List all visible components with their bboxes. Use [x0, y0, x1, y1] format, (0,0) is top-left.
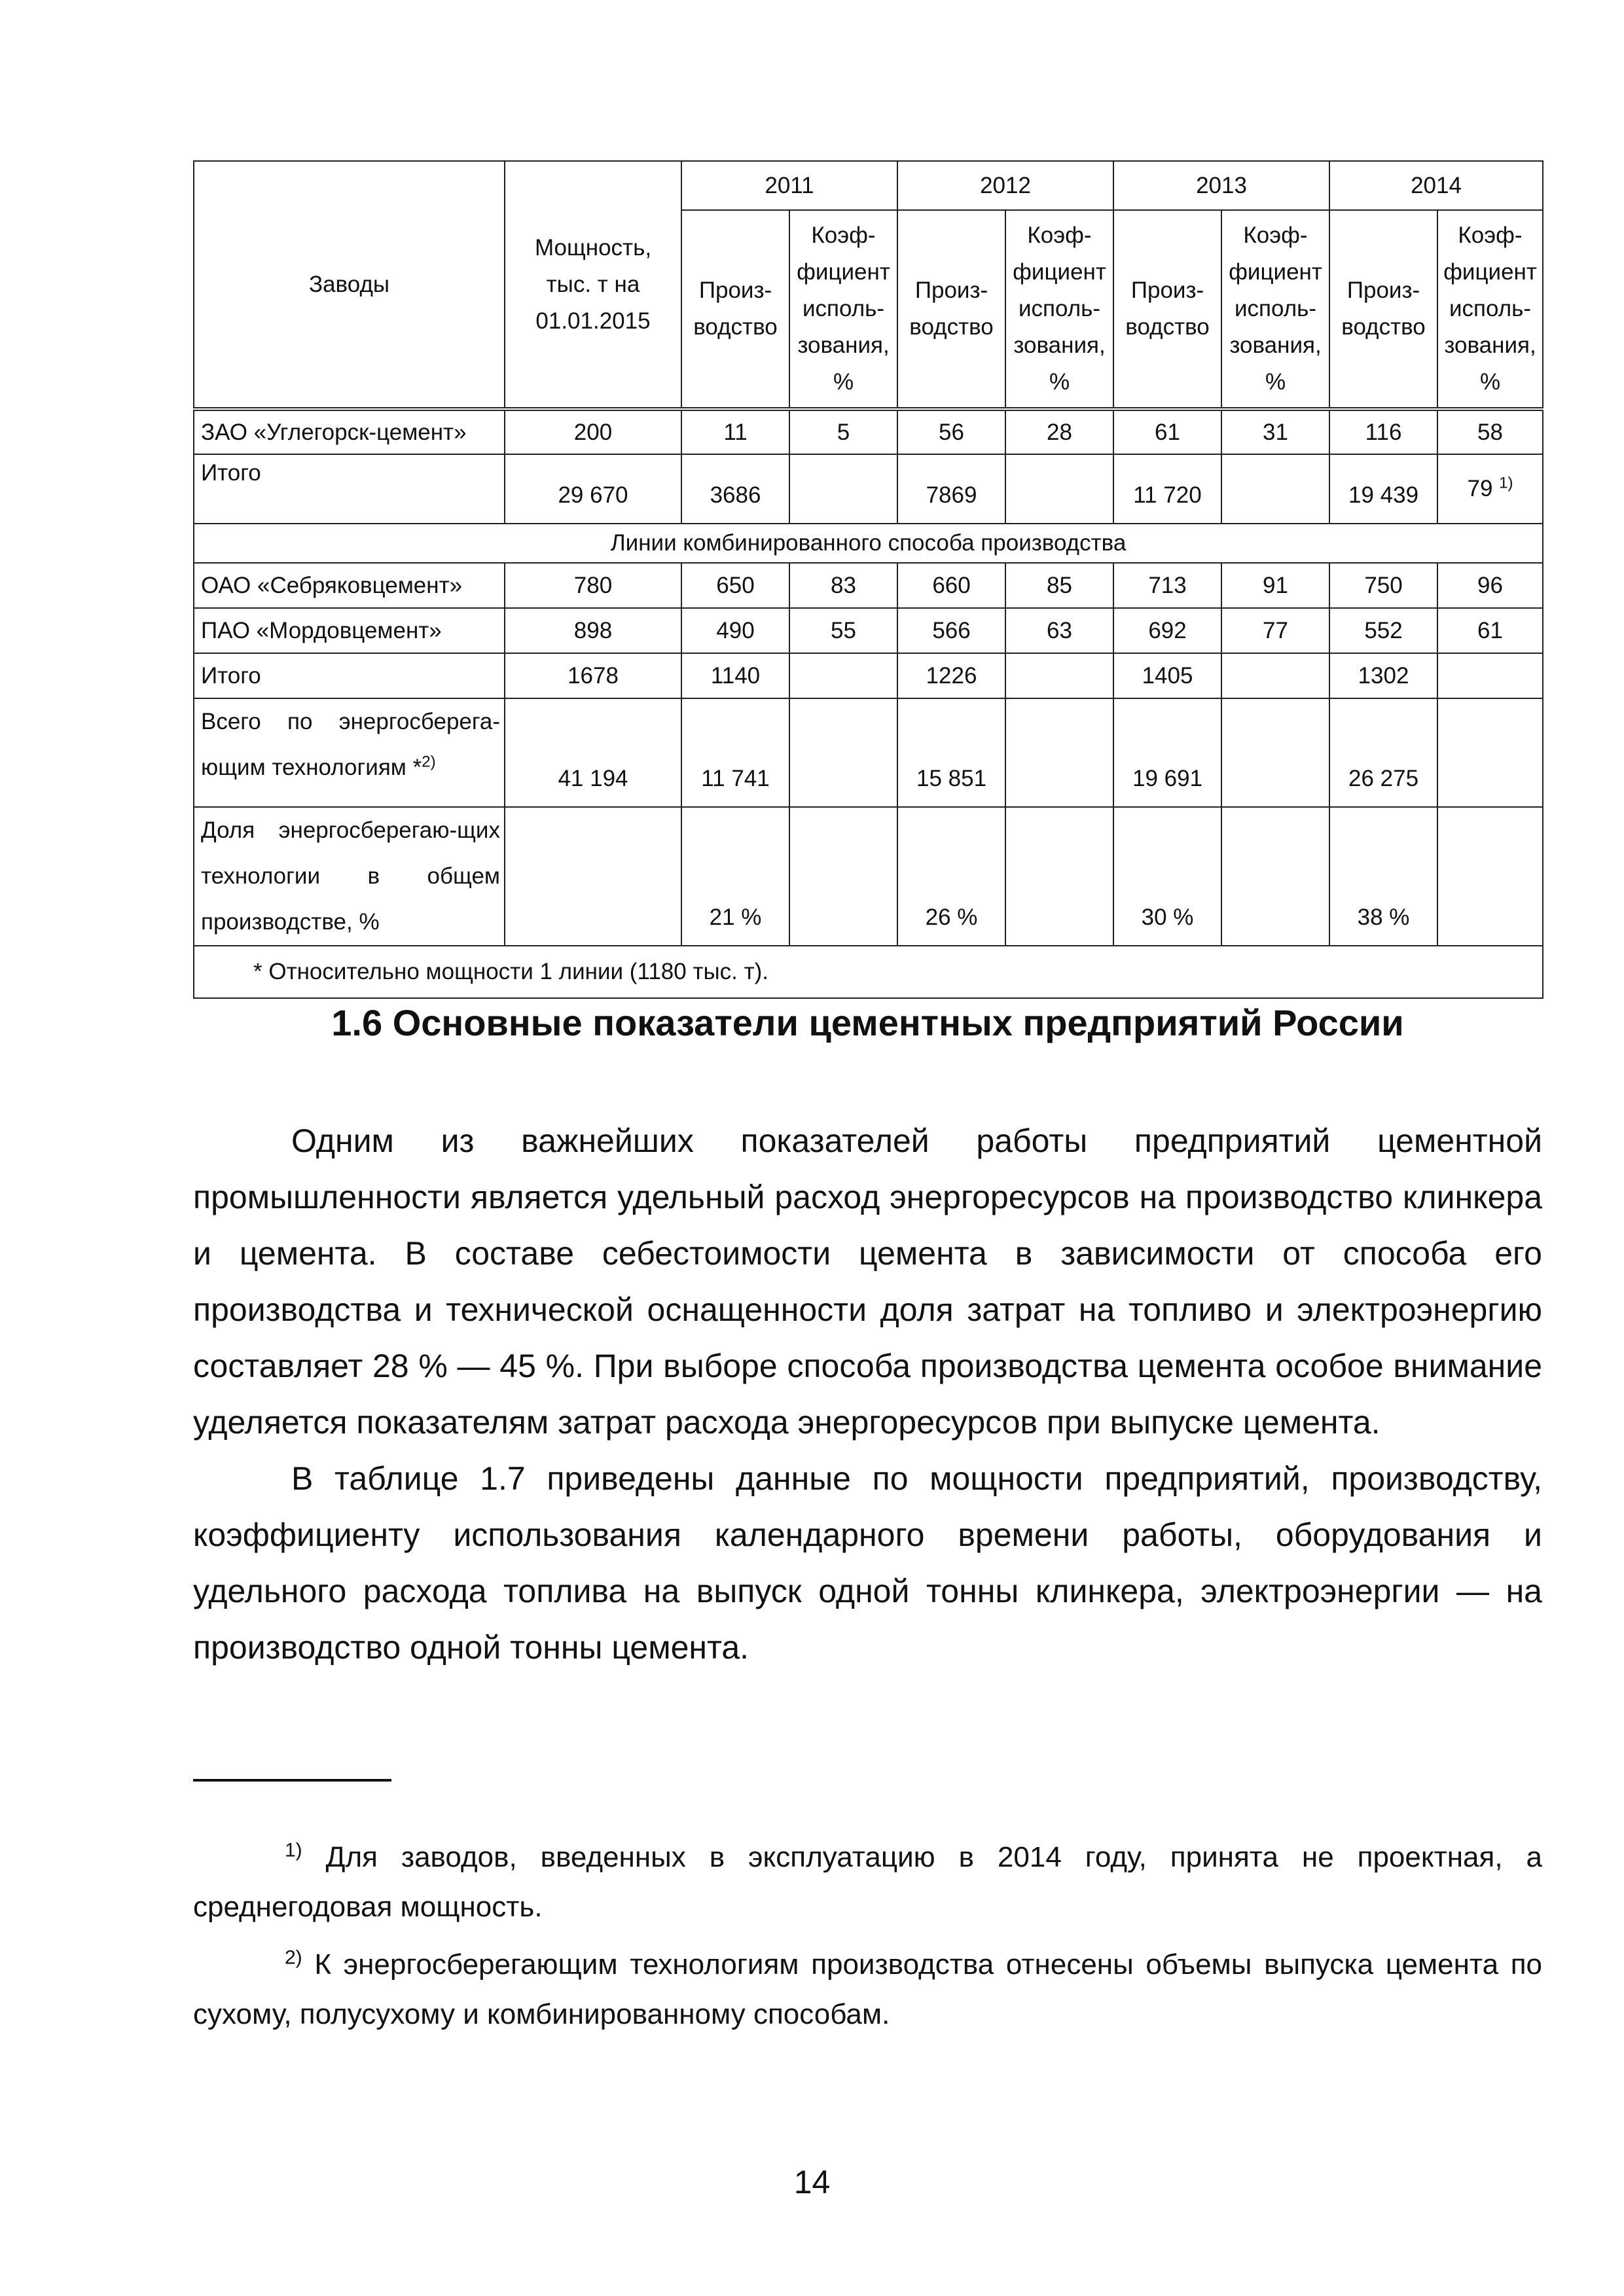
paragraph: В таблице 1.7 приведены данные по мощности предприятий, производству, коэффициенту использования календарного времени работы, оборудования и удельного расхода топлива на выпуск одной тонны клинкера, электроэнергии — на производство одной тонны цемента.	[193, 1460, 1542, 1666]
value-cell: 30 %	[1113, 807, 1221, 946]
footnote-mark: 2)	[285, 1946, 302, 1969]
value-cell: 750	[1329, 563, 1437, 608]
value-cell: 58	[1437, 409, 1543, 454]
value-cell: 552	[1329, 608, 1437, 653]
value-cell: 55	[789, 608, 897, 653]
plant-name: ЗАО «Углегорск-цемент»	[194, 409, 505, 454]
header-year: 2012	[897, 161, 1113, 210]
value-cell: 96	[1437, 563, 1543, 608]
section-title: Линии комбинированного способа производства	[194, 524, 1543, 563]
header-year: 2011	[681, 161, 897, 210]
value-cell: 26 %	[897, 807, 1005, 946]
value-cell	[789, 807, 897, 946]
row-label: Всего по энергосберега-ющим технологиям	[201, 709, 500, 780]
value-cell: 660	[897, 563, 1005, 608]
capacity-cell	[505, 807, 681, 946]
table-row	[194, 454, 1543, 524]
value-cell: 11 741	[681, 698, 789, 807]
value-cell	[1437, 807, 1543, 946]
header-coef: Коэф-фициент исполь-зования, %	[789, 210, 897, 409]
value-cell: 38 %	[1329, 807, 1437, 946]
value-cell: 1302	[1329, 653, 1437, 698]
plant-name	[194, 807, 505, 946]
value-cell: 63	[1005, 608, 1113, 653]
plant-name: Итого	[194, 653, 505, 698]
capacity-cell: 780	[505, 563, 681, 608]
value-cell	[1005, 653, 1113, 698]
value-cell: 3686	[681, 454, 789, 524]
paragraph: Одним из важнейших показателей работы предприятий цементной промышленности является удельный расход энергоресурсов на производство клинкера и цемента. В составе себестоимости цемента в зависимости от способа его производства и технической оснащенности доля затрат на топливо и электроэнергию составляет 28 % — 45 %. При выборе способа производства цемента особое внимание уделяется показателям затрат расхода энергоресурсов при выпуске цемента.	[193, 1122, 1542, 1441]
value-cell	[789, 454, 897, 524]
value-cell: 83	[789, 563, 897, 608]
value-cell	[1221, 807, 1329, 946]
value-cell: 7869	[897, 454, 1005, 524]
value-cell	[1437, 454, 1543, 524]
value-cell: 61	[1113, 409, 1221, 454]
value-cell	[789, 698, 897, 807]
asterisk: *	[412, 755, 422, 780]
header-coef: Коэф-фициент исполь-зования, %	[1221, 210, 1329, 409]
table-note: * Относительно мощности 1 линии (1180 тыс. т).	[194, 946, 1543, 998]
value-cell	[1437, 653, 1543, 698]
value-cell: 77	[1221, 608, 1329, 653]
value-cell: 490	[681, 608, 789, 653]
capacity-cell: 898	[505, 608, 681, 653]
section-heading: 1.6 Основные показатели цементных предприятий России	[331, 1002, 1404, 1043]
value-cell: 15 851	[897, 698, 1005, 807]
value-cell: 19 691	[1113, 698, 1221, 807]
header-coef: Коэф-фициент исполь-зования, %	[1437, 210, 1543, 409]
plant-name: Итого	[194, 454, 505, 524]
header-production: Произ-водство	[681, 210, 789, 409]
header-capacity: Мощность, тыс. т на 01.01.2015	[505, 161, 681, 409]
footnote-separator	[193, 1779, 391, 1782]
value-cell: 5	[789, 409, 897, 454]
value-cell: 91	[1221, 563, 1329, 608]
value-cell	[789, 653, 897, 698]
footnote-text: К энергосберегающим технологиям производства отнесены объемы выпуска цемента по сухому, полусухому и комбинированному способам.	[193, 1948, 1542, 2030]
table-row	[194, 653, 1543, 698]
cement-plants-table	[193, 160, 1543, 999]
header-production: Произ-водство	[1113, 210, 1221, 409]
header-production: Произ-водство	[897, 210, 1005, 409]
capacity-cell: 41 194	[505, 698, 681, 807]
header-coef: Коэф-фициент исполь-зования, %	[1005, 210, 1113, 409]
value-cell: 26 275	[1329, 698, 1437, 807]
value-cell: 1405	[1113, 653, 1221, 698]
value-cell: 56	[897, 409, 1005, 454]
value-cell: 85	[1005, 563, 1113, 608]
value-cell: 61	[1437, 608, 1543, 653]
value-cell: 692	[1113, 608, 1221, 653]
value-cell: 21 %	[681, 807, 789, 946]
value-cell	[1005, 807, 1113, 946]
value-cell: 650	[681, 563, 789, 608]
value-cell: 1140	[681, 653, 789, 698]
footnote	[193, 1940, 1542, 2039]
capacity-cell: 1678	[505, 653, 681, 698]
value-cell	[1005, 698, 1113, 807]
value-cell: 28	[1005, 409, 1113, 454]
table-row	[194, 608, 1543, 653]
plant-name: ПАО «Мордовцемент»	[194, 608, 505, 653]
row-label: Доля энергосберегаю-щих технологии в общем производстве, %	[201, 817, 500, 935]
value-cell: 11	[681, 409, 789, 454]
value-cell	[1005, 454, 1113, 524]
capacity-cell: 29 670	[505, 454, 681, 524]
footnote-text: Для заводов, введенных в эксплуатацию в 2014 году, принята не проектная, а среднегодовая мощность.	[193, 1841, 1542, 1923]
header-production: Произ-водство	[1329, 210, 1437, 409]
page-number: 14	[793, 2164, 831, 2200]
cell-value: 79	[1467, 476, 1493, 501]
value-cell: 31	[1221, 409, 1329, 454]
value-cell	[1221, 653, 1329, 698]
value-cell: 116	[1329, 409, 1437, 454]
footnote	[193, 1833, 1542, 1932]
table-row	[194, 409, 1543, 454]
table-row	[194, 563, 1543, 608]
header-plants: Заводы	[194, 161, 505, 409]
header-year: 2013	[1113, 161, 1329, 210]
value-cell	[1221, 698, 1329, 807]
value-cell: 19 439	[1329, 454, 1437, 524]
value-cell: 1226	[897, 653, 1005, 698]
table-row	[194, 807, 1543, 946]
footnote-ref: 1)	[1499, 474, 1513, 492]
footnote-mark: 1)	[285, 1839, 302, 1861]
plant-name: ОАО «Себряковцемент»	[194, 563, 505, 608]
footnote-ref: 2)	[422, 753, 436, 771]
value-cell	[1221, 454, 1329, 524]
header-year: 2014	[1329, 161, 1543, 210]
table-row	[194, 698, 1543, 807]
table-section-row	[194, 524, 1543, 563]
value-cell	[1437, 698, 1543, 807]
plant-name	[194, 698, 505, 807]
value-cell: 566	[897, 608, 1005, 653]
value-cell: 713	[1113, 563, 1221, 608]
value-cell: 11 720	[1113, 454, 1221, 524]
capacity-cell: 200	[505, 409, 681, 454]
table-note-row	[194, 946, 1543, 998]
